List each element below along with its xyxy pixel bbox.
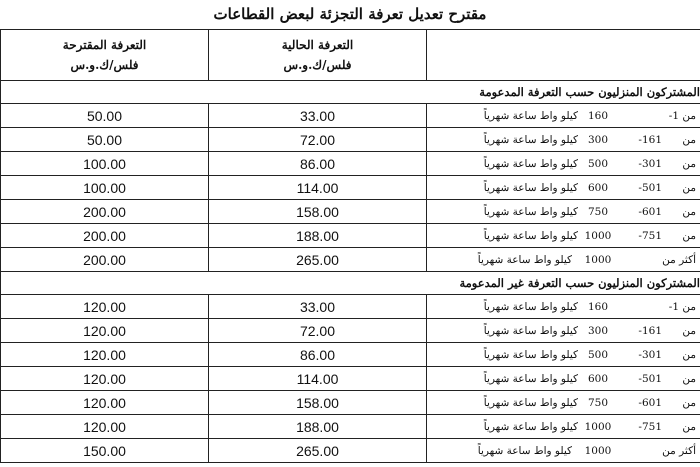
range-prefix: من [682, 348, 696, 361]
table-header-row [1, 30, 700, 81]
table-row [1, 176, 700, 200]
current-tariff-cell: 265.00 [209, 439, 427, 463]
current-tariff-cell: 188.00 [209, 224, 427, 248]
section-heading: المشتركون المنزليون حسب التعرفة غير المدعومة [1, 272, 700, 295]
current-tariff-cell: 188.00 [209, 415, 427, 439]
table-row [1, 224, 700, 248]
range-end: 160 [587, 109, 609, 122]
current-tariff-cell: 265.00 [209, 248, 427, 272]
range-end: 500 [587, 348, 609, 361]
range-prefix: أكثر من [662, 253, 696, 266]
consumption-range-cell [427, 367, 700, 391]
consumption-range-cell [427, 295, 700, 319]
current-tariff-cell: 33.00 [209, 104, 427, 128]
current-tariff-cell: 86.00 [209, 343, 427, 367]
range-end: 600 [587, 372, 609, 385]
table-row [1, 200, 700, 224]
table-row [1, 295, 700, 319]
table-row [1, 391, 700, 415]
header-current-tariff [209, 30, 427, 81]
table-row [1, 415, 700, 439]
range-start: 751- [638, 420, 662, 433]
range-start: 601- [638, 205, 662, 218]
consumption-range-cell [427, 248, 700, 272]
table-row [1, 152, 700, 176]
range-unit: كيلو واط ساعة شهرياً [483, 133, 578, 146]
current-tariff-cell: 158.00 [209, 200, 427, 224]
range-end: 1000 [584, 229, 612, 242]
range-end: 750 [587, 396, 609, 409]
range-text [427, 416, 700, 438]
range-unit: كيلو واط ساعة شهرياً [483, 205, 578, 218]
range-unit: كيلو واط ساعة شهرياً [483, 229, 578, 242]
proposed-tariff-cell: 120.00 [1, 343, 209, 367]
range-end: 160 [587, 300, 609, 313]
proposed-tariff-cell: 100.00 [1, 152, 209, 176]
current-tariff-cell: 86.00 [209, 152, 427, 176]
proposed-tariff-cell: 120.00 [1, 415, 209, 439]
table-row [1, 104, 700, 128]
range-start: 601- [638, 396, 662, 409]
range-end: 600 [587, 181, 609, 194]
header-proposed-title: التعرفة المقترحة [62, 38, 147, 52]
table-row [1, 439, 700, 463]
proposed-tariff-cell: 200.00 [1, 248, 209, 272]
range-start: 301- [638, 348, 662, 361]
range-start: 501- [638, 372, 662, 385]
consumption-range-cell [427, 152, 700, 176]
proposed-tariff-cell: 50.00 [1, 128, 209, 152]
proposed-tariff-cell: 100.00 [1, 176, 209, 200]
range-prefix: من [682, 181, 696, 194]
range-start: 501- [638, 181, 662, 194]
range-unit: كيلو واط ساعة شهرياً [483, 324, 578, 337]
tariff-table [0, 29, 700, 463]
proposed-tariff-cell: 120.00 [1, 319, 209, 343]
current-tariff-cell: 158.00 [209, 391, 427, 415]
range-text [427, 105, 700, 127]
current-tariff-cell: 114.00 [209, 367, 427, 391]
range-prefix: من 1- [668, 300, 696, 313]
range-text [427, 201, 700, 223]
range-unit: كيلو واط ساعة شهرياً [483, 157, 578, 170]
proposed-tariff-cell: 50.00 [1, 104, 209, 128]
table-row [1, 319, 700, 343]
range-start: 161- [638, 133, 662, 146]
range-start: 751- [638, 229, 662, 242]
range-prefix: من [682, 133, 696, 146]
range-text [427, 344, 700, 366]
consumption-range-cell [427, 176, 700, 200]
proposed-tariff-cell: 120.00 [1, 295, 209, 319]
current-tariff-cell: 33.00 [209, 295, 427, 319]
range-text [427, 368, 700, 390]
proposed-tariff-cell: 120.00 [1, 367, 209, 391]
range-unit: كيلو واط ساعة شهرياً [483, 300, 578, 313]
range-text [427, 320, 700, 342]
table-row [1, 367, 700, 391]
range-prefix: من [682, 396, 696, 409]
current-tariff-cell: 114.00 [209, 176, 427, 200]
range-end: 500 [587, 157, 609, 170]
range-text [427, 296, 700, 318]
range-prefix: من [682, 205, 696, 218]
range-text [427, 129, 700, 151]
range-end: 1000 [584, 253, 612, 266]
consumption-range-cell [427, 224, 700, 248]
range-prefix: من [682, 157, 696, 170]
range-end: 1000 [584, 420, 612, 433]
header-current-unit: فلس/ك.و.س [283, 58, 352, 72]
range-text [427, 249, 700, 271]
range-unit: كيلو واط ساعة شهرياً [477, 444, 572, 457]
header-range-blank [427, 30, 700, 81]
range-start: 161- [638, 324, 662, 337]
header-current-title: التعرفة الحالية [281, 38, 354, 52]
current-tariff-cell: 72.00 [209, 128, 427, 152]
proposed-tariff-cell: 150.00 [1, 439, 209, 463]
range-end: 750 [587, 205, 609, 218]
proposed-tariff-cell: 120.00 [1, 391, 209, 415]
header-proposed-unit: فلس/ك.و.س [70, 58, 139, 72]
section-heading-row [1, 81, 700, 104]
range-prefix: من 1- [668, 109, 696, 122]
range-unit: كيلو واط ساعة شهرياً [483, 348, 578, 361]
section-heading: المشتركون المنزليون حسب التعرفة المدعومة [1, 81, 700, 104]
table-row [1, 128, 700, 152]
table-row [1, 248, 700, 272]
document-title: مقترح تعديل تعرفة التجزئة لبعض القطاعات [213, 5, 487, 23]
range-prefix: من [682, 420, 696, 433]
range-text [427, 225, 700, 247]
range-prefix: من [682, 229, 696, 242]
consumption-range-cell [427, 391, 700, 415]
range-unit: كيلو واط ساعة شهرياً [483, 420, 578, 433]
consumption-range-cell [427, 343, 700, 367]
table-row [1, 343, 700, 367]
range-start: 301- [638, 157, 662, 170]
range-text [427, 440, 700, 462]
header-proposed-tariff [1, 30, 209, 81]
range-end: 300 [587, 133, 609, 146]
range-unit: كيلو واط ساعة شهرياً [483, 181, 578, 194]
consumption-range-cell [427, 415, 700, 439]
current-tariff-cell: 72.00 [209, 319, 427, 343]
proposed-tariff-cell: 200.00 [1, 200, 209, 224]
range-text [427, 392, 700, 414]
range-text [427, 177, 700, 199]
range-unit: كيلو واط ساعة شهرياً [483, 396, 578, 409]
consumption-range-cell [427, 200, 700, 224]
consumption-range-cell [427, 319, 700, 343]
section-heading-row [1, 272, 700, 295]
range-unit: كيلو واط ساعة شهرياً [477, 253, 572, 266]
range-unit: كيلو واط ساعة شهرياً [483, 109, 578, 122]
consumption-range-cell [427, 439, 700, 463]
range-prefix: من [682, 372, 696, 385]
range-prefix: من [682, 324, 696, 337]
range-text [427, 153, 700, 175]
range-prefix: أكثر من [662, 444, 696, 457]
consumption-range-cell [427, 104, 700, 128]
consumption-range-cell [427, 128, 700, 152]
range-unit: كيلو واط ساعة شهرياً [483, 372, 578, 385]
range-end: 1000 [584, 444, 612, 457]
proposed-tariff-cell: 200.00 [1, 224, 209, 248]
range-end: 300 [587, 324, 609, 337]
